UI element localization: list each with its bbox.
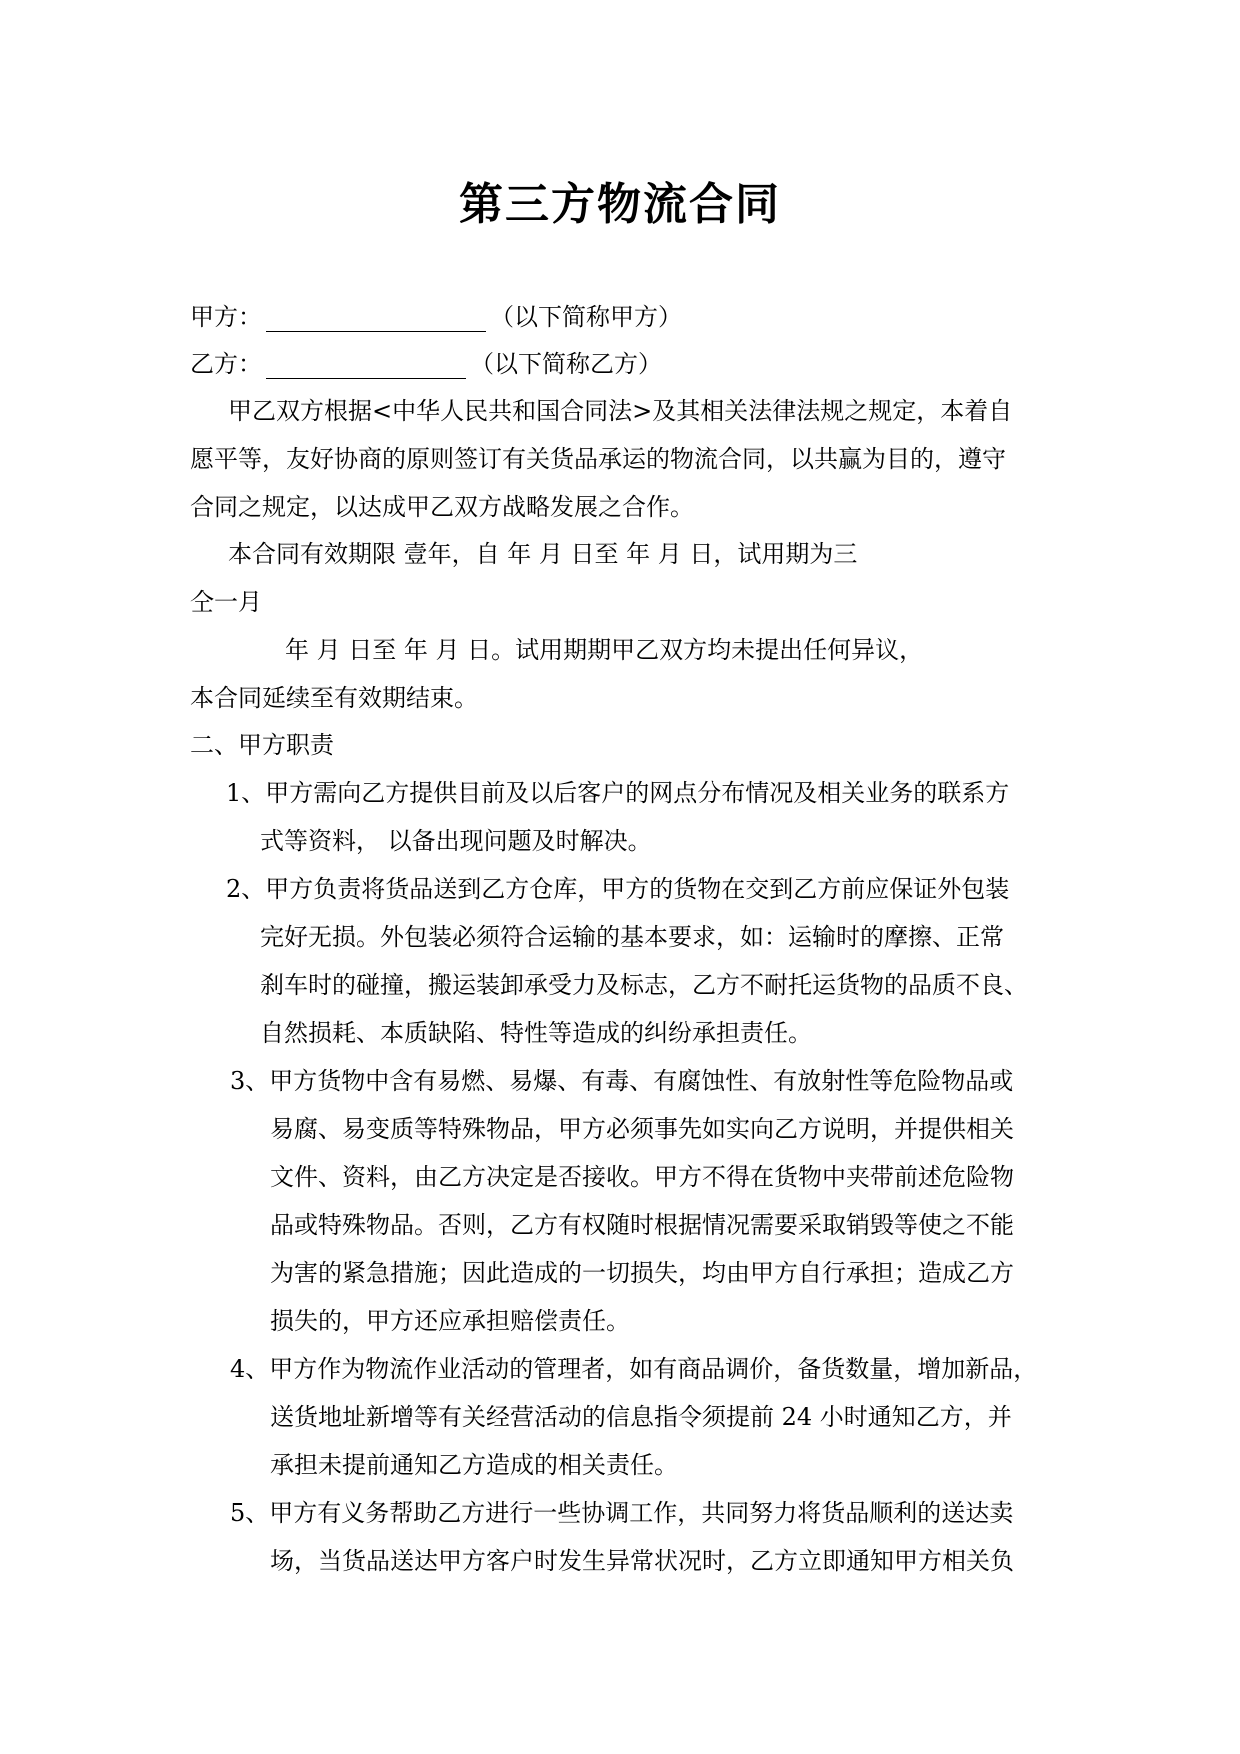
party-b-label: 乙方： [190,350,262,378]
item-2-line-3: 刹车时的碰撞，搬运装卸承受力及标志，乙方不耐托运货物的品质不良、 [260,971,1028,999]
preamble-line-3: 合同之规定，以达成甲乙双方战略发展之合作。 [190,493,694,521]
party-b-suffix: （以下简称乙方） [470,350,662,378]
item-4-line-1: 4、甲方作为物流作业活动的管理者，如有商品调价，备货数量，增加新品， [230,1355,1038,1383]
party-a-suffix: （以下简称甲方） [490,303,682,331]
preamble-line-2: 愿平等，友好协商的原则签订有关货品承运的物流合同，以共赢为目的，遵守 [190,445,1006,473]
party-a-blank [266,307,486,332]
item-3-line-2: 易腐、易变质等特殊物品，甲方必须事先如实向乙方说明，并提供相关 [270,1115,1014,1143]
item-3-line-1: 3、甲方货物中含有易燃、易爆、有毒、有腐蚀性、有放射性等危险物品或 [230,1067,1014,1095]
item-3-line-3: 文件、资料，由乙方决定是否接收。甲方不得在货物中夹带前述危险物 [270,1163,1014,1191]
item-3-line-5: 为害的紧急措施；因此造成的一切损失，均由甲方自行承担；造成乙方 [270,1259,1014,1287]
party-b-blank [266,354,466,379]
party-a-line [190,302,682,332]
item-5-line-2: 场，当货品送达甲方客户时发生异常状况时，乙方立即通知甲方相关负 [270,1547,1014,1575]
item-5-line-1: 5、甲方有义务帮助乙方进行一些协调工作，共同努力将货品顺利的送达卖 [230,1499,1014,1527]
term-line-2: 仝一月 [190,588,262,616]
party-a-label: 甲方： [190,303,262,331]
term-line-1: 本合同有效期限 壹年，自 年 月 日至 年 月 日，试用期为三 [228,540,858,568]
item-1-line-2: 式等资料， 以备出现问题及时解决。 [260,827,652,855]
party-b-line [190,349,662,379]
item-3-line-6: 损失的，甲方还应承担赔偿责任。 [270,1307,630,1335]
item-2-line-4: 自然损耗、本质缺陷、特性等造成的纠纷承担责任。 [260,1019,812,1047]
item-2-line-1: 2、甲方负责将货品送到乙方仓库，甲方的货物在交到乙方前应保证外包装 [226,875,1010,903]
document-title: 第三方物流合同 [459,179,781,230]
preamble-line-1: 甲乙双方根据<中华人民共和国合同法>及其相关法律法规之规定，本着自 [228,397,1013,425]
item-3-line-4: 品或特殊物品。否则，乙方有权随时根据情况需要采取销毁等使之不能 [270,1211,1014,1239]
term-line-3: 年 月 日至 年 月 日。试用期期甲乙双方均未提出任何异议， [285,636,924,664]
item-2-line-2: 完好无损。外包装必须符合运输的基本要求，如：运输时的摩擦、正常 [260,923,1004,951]
section-two-heading: 二、甲方职责 [190,731,334,759]
term-line-4: 本合同延续至有效期结束。 [190,684,478,712]
item-4-line-2: 送货地址新增等有关经营活动的信息指令须提前 24 小时通知乙方，并 [270,1403,1012,1431]
item-4-line-3: 承担未提前通知乙方造成的相关责任。 [270,1451,678,1479]
item-1-line-1: 1、甲方需向乙方提供目前及以后客户的网点分布情况及相关业务的联系方 [226,779,1010,807]
